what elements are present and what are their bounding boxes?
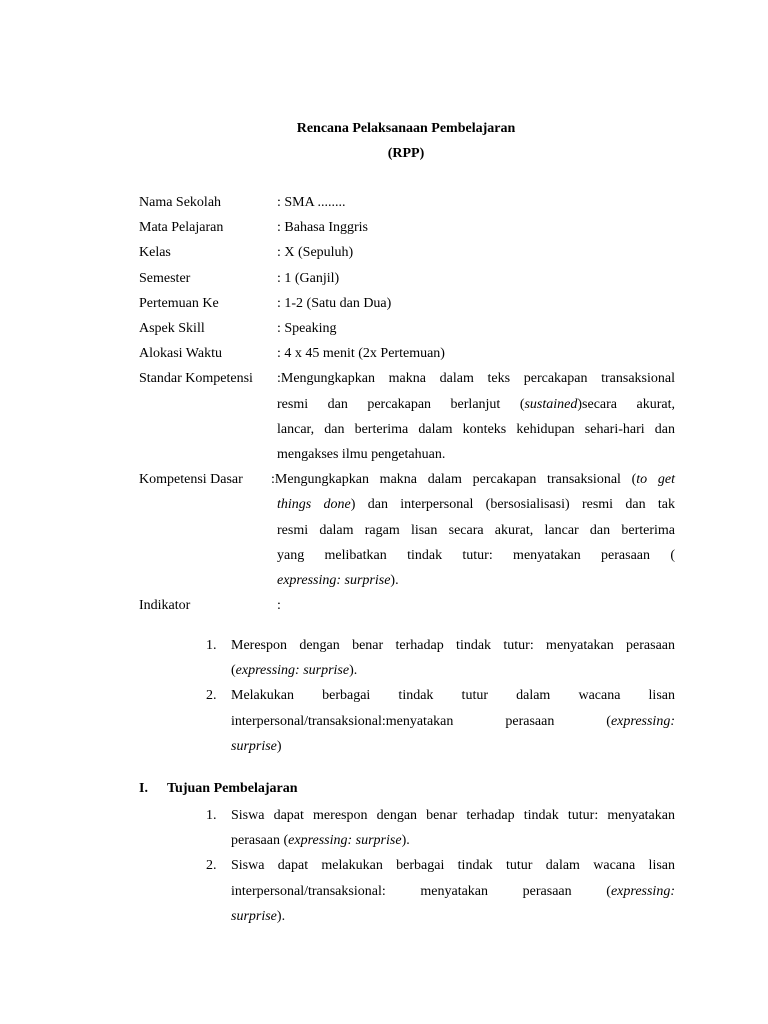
list-item (206, 633, 675, 683)
list-item (206, 803, 675, 853)
list-number: 1. (206, 638, 217, 653)
info-value: : 1 (Ganjil) (277, 270, 340, 286)
text-line: Siswa dapat merespon dengan benar terhadap tindak tutur: menyatakan (231, 808, 675, 823)
info-label: Mata Pelajaran (139, 220, 224, 236)
text-line: :Mengungkapkan makna dalam teks percakapan transaksional (277, 371, 675, 387)
text-line: (expressing: surprise). (231, 663, 358, 679)
info-label: Indikator (139, 598, 191, 614)
info-row-indikator (139, 593, 675, 618)
info-label: Standar Kompetensi (139, 371, 253, 387)
text-line: resmi dalam ragam lisan secara akurat, lancar dan berterima (277, 522, 675, 538)
text-line: mengakses ilmu pengetahuan. (277, 447, 446, 463)
info-row-kompetensi-dasar (139, 467, 675, 593)
info-value: : 1-2 (Satu dan Dua) (277, 295, 392, 311)
document-title: Rencana Pelaksanaan Pembelajaran (296, 121, 516, 136)
info-label: Kompetensi Dasar (139, 472, 243, 488)
objective-list (206, 803, 675, 929)
section-heading (139, 781, 298, 797)
section-title: Tujuan Pembelajaran (167, 781, 298, 796)
text-line: Melakukan berbagai tindak tutur dalam wacana lisan (231, 688, 675, 704)
info-row-mata-pelajaran (139, 215, 675, 240)
indicator-list (206, 633, 675, 759)
list-number: 2. (206, 858, 217, 874)
list-item (206, 853, 675, 929)
document-subtitle: (RPP) (387, 146, 425, 161)
info-row-aspek-skill (139, 316, 675, 341)
text-line: expressing: surprise). (277, 573, 399, 589)
info-value: : 4 x 45 menit (2x Pertemuan) (277, 346, 445, 362)
info-label: Pertemuan Ke (139, 295, 219, 311)
text-line: yang melibatkan tindak tutur: menyatakan perasaan ( (277, 547, 675, 563)
info-row-pertemuan (139, 291, 675, 316)
info-label: Aspek Skill (139, 321, 205, 337)
text-line: perasaan (expressing: surprise). (231, 833, 410, 849)
info-row-semester (139, 266, 675, 291)
standar-kompetensi-text (277, 366, 675, 467)
info-value: : Speaking (277, 321, 337, 337)
text-line: lancar, dan berterima dalam konteks kehidupan sehari-hari dan (277, 421, 675, 437)
text-line: resmi dan percakapan berlanjut (sustained)secara akurat, (277, 396, 675, 412)
text-line: :Mengungkapkan makna dalam percakapan transaksional (to get (271, 472, 675, 488)
info-label: Kelas (139, 245, 171, 261)
info-value: : Bahasa Inggris (277, 220, 368, 236)
info-row-alokasi-waktu (139, 341, 675, 366)
info-value: : (277, 598, 281, 614)
text-line: Merespon dengan benar terhadap tindak tutur: menyatakan perasaan (231, 638, 675, 653)
info-value: : SMA ........ (277, 195, 346, 210)
info-label: Alokasi Waktu (139, 346, 222, 362)
section-number: I. (139, 781, 148, 796)
text-line: interpersonal/transaksional: menyatakan perasaan (expressing: (231, 883, 675, 899)
list-item (206, 683, 675, 759)
info-label: Nama Sekolah (139, 195, 222, 210)
text-line: Siswa dapat melakukan berbagai tindak tutur dalam wacana lisan (231, 858, 675, 874)
list-number: 2. (206, 688, 217, 704)
info-row-nama-sekolah (139, 190, 675, 215)
list-number: 1. (206, 808, 217, 823)
text-line: interpersonal/transaksional:menyatakan perasaan (expressing: (231, 713, 675, 729)
text-line: surprise). (231, 908, 286, 924)
info-row-standar-kompetensi (139, 366, 675, 467)
info-label: Semester (139, 270, 191, 286)
text-line: things done) dan interpersonal (bersosialisasi) resmi dan tak (277, 497, 675, 513)
info-value: : X (Sepuluh) (277, 245, 354, 261)
info-row-kelas (139, 240, 675, 265)
info-table (139, 190, 675, 618)
kompetensi-dasar-text (271, 467, 675, 593)
text-line: surprise) (231, 738, 282, 754)
